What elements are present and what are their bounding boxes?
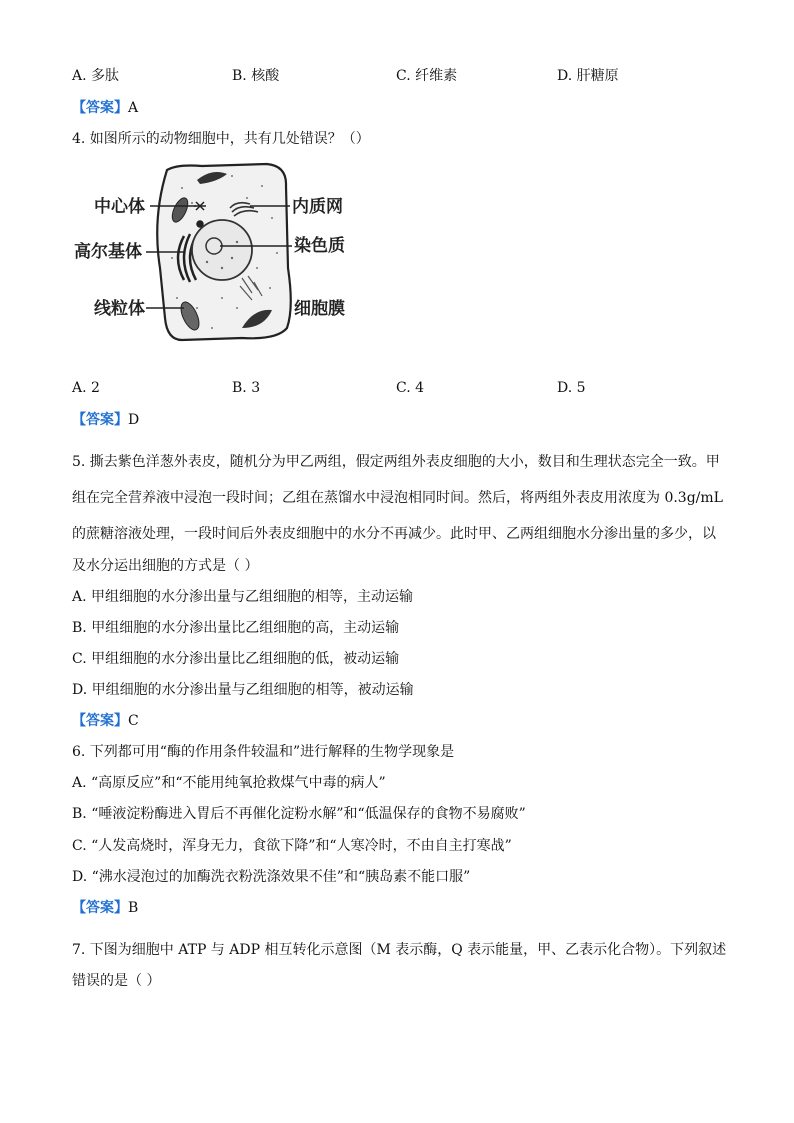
q6-stem: 6. 下列都可用“酶的作用条件较温和”进行解释的生物学现象是 [72,744,455,760]
answer-tag: 【答案】 [72,713,128,729]
q6-option-a: A. “高原反应”和“不能用纯氧抢救煤气中毒的病人” [72,775,386,791]
q5-answer [72,712,139,730]
q3-option-c: C. 纤维素 [396,68,458,84]
label-mitochondria: 线粒体 [94,299,145,319]
q7-line-1: 7. 下图为细胞中 ATP 与 ADP 相互转化示意图（M 表示酶，Q 表示能量，甲、乙表示化合物）。下列叙述 [72,942,727,958]
q5-line-2: 组在完全营养液中浸泡一段时间；乙组在蒸馏水中浸泡相同时间。然后，将两组外表皮用浓度为 0.3g/mL [72,490,723,506]
label-chromatin: 染色质 [294,236,345,256]
answer-value: A [128,100,139,116]
q5-option-b: B. 甲组细胞的水分渗出量比乙组细胞的高，主动运输 [72,620,400,636]
label-membrane: 细胞膜 [294,299,345,319]
answer-tag: 【答案】 [72,100,128,116]
q5-option-c: C. 甲组细胞的水分渗出量比乙组细胞的低，被动运输 [72,651,400,667]
q6-option-c: C. “人发高烧时，浑身无力，食欲下降”和“人寒冷时，不由自主打寒战” [72,838,512,854]
q4-option-a: A. 2 [72,380,100,396]
q5-line-4: 及水分运出细胞的方式是（ ） [72,558,259,574]
q6-option-b: B. “唾液淀粉酶进入胃后不再催化淀粉水解”和“低温保存的食物不易腐败” [72,806,526,822]
q5-line-3: 的蔗糖溶液处理，一段时间后外表皮细胞中的水分不再减少。此时甲、乙两组细胞水分渗出量的多少，以 [72,526,716,542]
q5-line-1: 5. 撕去紫色洋葱外表皮，随机分为甲乙两组，假定两组外表皮细胞的大小，数目和生理状态完全一致。甲 [72,454,720,470]
q4-option-d: D. 5 [557,380,586,396]
q4-answer [72,411,139,429]
q6-answer [72,899,138,917]
q4-stem: 4. 如图所示的动物细胞中，共有几处错误？（） [72,131,370,147]
q3-option-d: D. 肝糖原 [557,68,619,84]
label-centrosome: 中心体 [94,197,145,217]
label-er: 内质网 [292,197,343,217]
answer-tag: 【答案】 [72,900,128,916]
answer-value: C [128,713,139,729]
q4-option-b: B. 3 [232,380,261,396]
answer-tag: 【答案】 [72,412,128,428]
answer-value: B [128,900,139,916]
q5-option-a: A. 甲组细胞的水分渗出量与乙组细胞的相等，主动运输 [72,589,414,605]
q4-option-c: C. 4 [396,380,425,396]
q3-answer [72,99,138,117]
nucleus-shape [192,220,252,280]
animal-cell-figure [72,158,362,348]
answer-value: D [128,412,140,428]
q5-option-d: D. 甲组细胞的水分渗出量与乙组细胞的相等，被动运输 [72,682,414,698]
q3-option-b: B. 核酸 [232,68,280,84]
q6-option-d: D. “沸水浸泡过的加酶洗衣粉洗涤效果不佳”和“胰岛素不能口服” [72,869,471,885]
q7-line-2: 错误的是（ ） [72,973,161,989]
q3-option-a: A. 多肽 [72,68,120,84]
label-golgi: 高尔基体 [74,242,142,262]
